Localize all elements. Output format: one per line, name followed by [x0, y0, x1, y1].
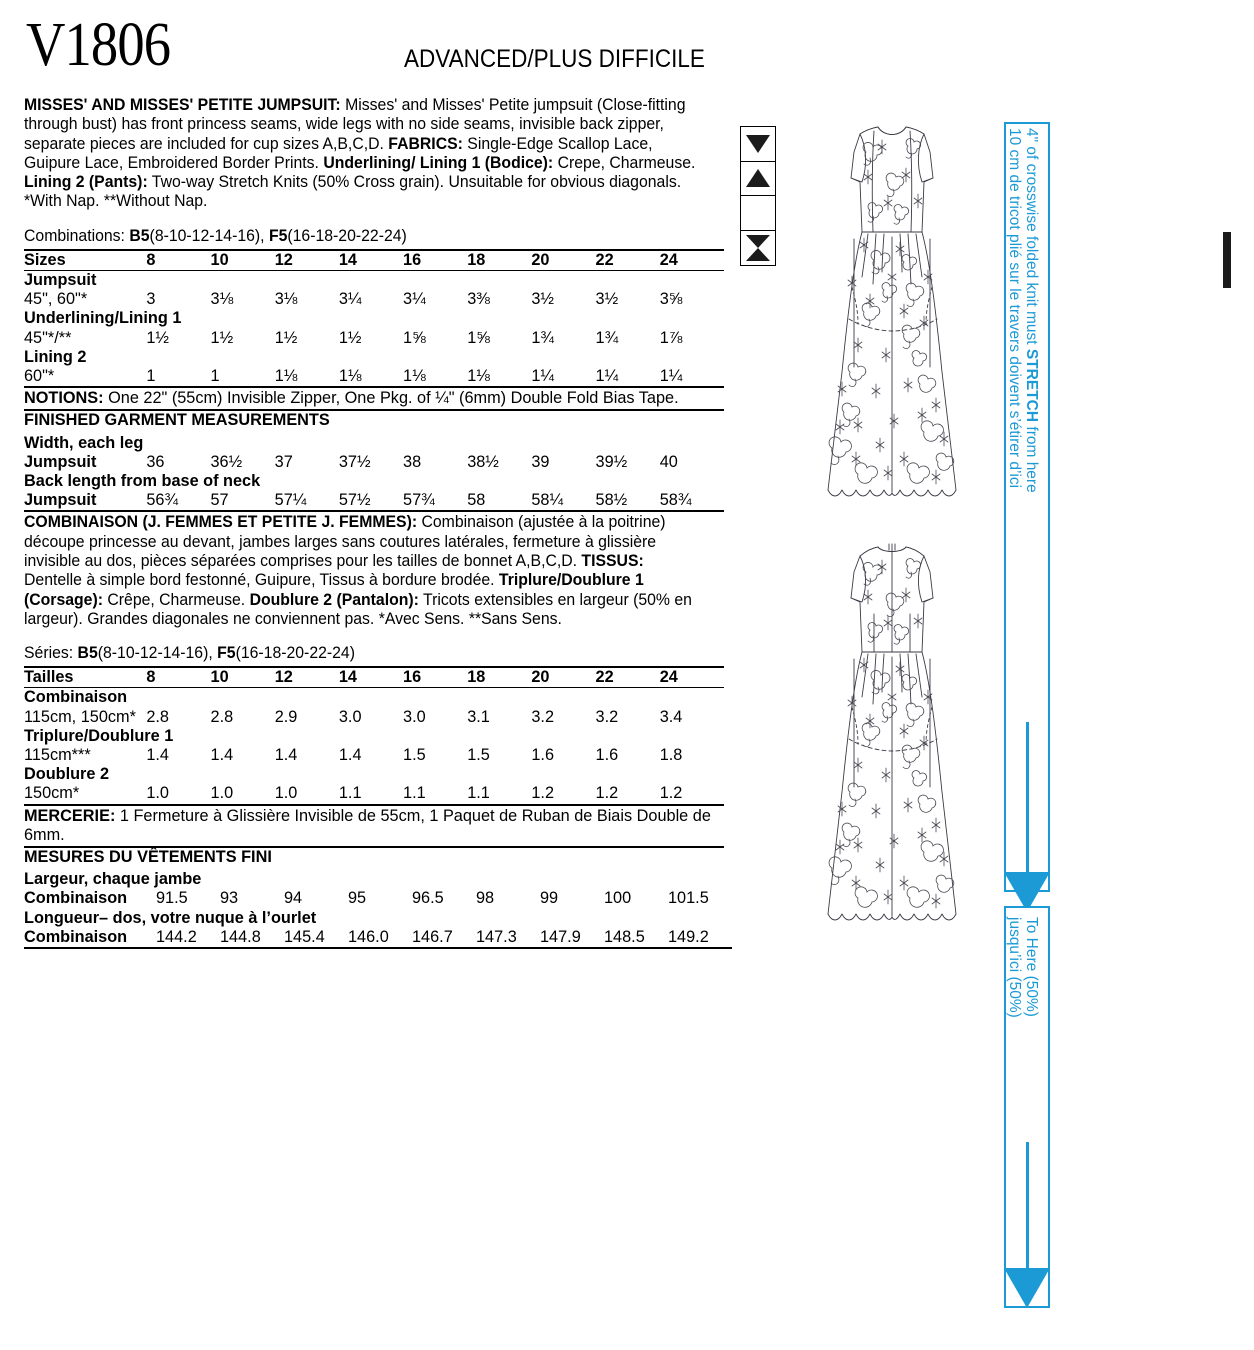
fgm-value-cell: 147.3: [476, 928, 540, 948]
table-value-cell: 1½: [274, 328, 298, 347]
fgm-group-row: [24, 909, 732, 928]
size-header-cell: 16: [403, 250, 467, 271]
table-value-cell: 3⅛: [274, 290, 298, 309]
size-header-cell: 24: [660, 250, 724, 271]
fgm-value-cell: 40: [659, 452, 678, 471]
fgm-value-cell: 57¾: [403, 491, 467, 511]
size-header-cell: 20: [531, 667, 595, 688]
size-header-cell: 24: [660, 667, 724, 688]
table-group-label: Combinaison: [24, 688, 128, 707]
fgm-value-cell: 57¼: [275, 491, 339, 511]
fgm-value-cell: 57½: [339, 491, 403, 511]
size-header-cell: 12: [275, 250, 339, 271]
stretch-gauge-upper-shaft: [1026, 722, 1029, 882]
table-value-cell: 1⅛: [403, 367, 467, 387]
table-value-cell: 3¼: [338, 290, 362, 309]
fgm-value-cell: 58¾: [660, 491, 724, 511]
table-value-cell: 1¾: [531, 328, 555, 347]
table-value-cell: 1.4: [338, 746, 362, 765]
stretch-gauge-bottom-label-en: To Here (50%): [1023, 917, 1040, 1017]
fgm-value-cell: 100: [604, 889, 632, 908]
table-value-cell: 2.8: [210, 707, 234, 726]
english-fgm-table: [24, 434, 724, 513]
english-fgm-title: FINISHED GARMENT MEASUREMENTS: [24, 411, 330, 430]
fgm-value-cell: 58¼: [531, 491, 595, 511]
garment-illustrations: [792, 112, 992, 942]
key-cell-triangle-up: [741, 162, 775, 197]
table-header-row: [24, 667, 724, 688]
fgm-value-cell: 95: [348, 889, 367, 908]
fgm-row-label: Jumpsuit: [24, 452, 97, 471]
table-value-cell: 1.6: [531, 746, 555, 765]
table-value-cell: 1⅞: [659, 328, 683, 347]
key-cell-triangle-down: [741, 127, 775, 162]
table-value-cell: 1⅛: [467, 367, 531, 387]
french-fgm-table: [24, 870, 732, 949]
french-description: COMBINAISON (J. FEMMES ET PETITE J. FEMMES): Combinaison (ajustée à la poitrine) découpe princesse au devant, jambes larges sans coutures latérales, fermeture à glissière invisible au dos, pièces séparées comprises pour les tailles de bonnet A,B,C,D. TISSUS: Dentelle à simple bord festonné, Guipure, Tissus à bordure brodée. Triplure/Doublure 1 (Corsage): Crêpe, Charmeuse. Doublure 2 (Pantalon): Tricots extensibles en largeur (50% en largeur). Grandes diagonales ne conviennent pas. *Avec Sens. **Sans Sens.: [24, 513, 692, 628]
table-value-cell: 2.8: [146, 707, 169, 726]
table-value-cell: 1⅝: [403, 328, 426, 347]
table-row: [24, 290, 724, 309]
table-value-cell: 2.9: [274, 707, 298, 726]
table-value-cell: 1¾: [595, 328, 619, 347]
table-group-label: Lining 2: [24, 347, 87, 366]
fgm-value-cell: 38½: [467, 452, 499, 471]
layout-symbol-key: [740, 126, 776, 266]
crop-mark: [1223, 232, 1231, 288]
size-header-cell: 16: [403, 667, 467, 688]
table-value-cell: 1⅝: [467, 328, 490, 347]
french-notions: MERCERIE: 1 Fermeture à Glissière Invisible de 55cm, 1 Paquet de Ruban de Biais Double de 6mm.: [24, 806, 724, 848]
fgm-value-cell: 37½: [338, 452, 371, 471]
fgm-value-cell: 99: [540, 889, 559, 908]
table-group-row: [24, 688, 724, 708]
size-header-cell: 8: [146, 250, 210, 271]
table-value-cell: 1½: [146, 328, 169, 347]
fgm-value-cell: 58: [467, 491, 531, 511]
fgm-row: [24, 928, 732, 948]
table-value-cell: 1: [146, 367, 210, 387]
table-row-label: 150cm*: [24, 784, 146, 804]
table-value-cell: 1.1: [339, 784, 403, 804]
size-header-cell: 20: [531, 250, 595, 271]
stretch-gauge-bottom-label-fr: jusqu’ici (50%): [1006, 917, 1023, 1018]
fgm-value-cell: 98: [476, 889, 495, 908]
triangle-down-icon: [746, 135, 770, 153]
table-value-cell: 3.2: [531, 707, 555, 726]
fgm-value-cell: 144.8: [220, 928, 284, 948]
table-value-cell: 3⅜: [467, 290, 490, 309]
table-value-cell: 1½: [210, 328, 234, 347]
fgm-value-cell: 148.5: [604, 928, 668, 948]
table-value-cell: 1.2: [660, 784, 724, 804]
fgm-group-row: [24, 434, 724, 453]
size-header-cell: 8: [146, 667, 210, 688]
fgm-value-cell: 56¾: [146, 491, 210, 511]
table-row: [24, 329, 724, 348]
table-value-cell: 3⅝: [659, 290, 683, 309]
size-header-cell: 14: [339, 667, 403, 688]
table-row: [24, 708, 724, 727]
fgm-value-cell: 39½: [595, 452, 628, 471]
table-value-cell: 1.4: [274, 746, 298, 765]
table-group-row: [24, 727, 724, 746]
table-value-cell: 1.5: [403, 746, 426, 765]
table-value-cell: 3¼: [403, 290, 426, 309]
stretch-gauge: [1004, 122, 1050, 1308]
table-value-cell: 3½: [595, 290, 619, 309]
fgm-group-row: [24, 472, 724, 491]
table-value-cell: 1¼: [596, 367, 660, 387]
triangle-up-icon: [746, 169, 770, 187]
table-value-cell: 1.5: [467, 746, 490, 765]
jumpsuit-front-view: [792, 112, 992, 512]
page-title: V1806: [26, 11, 171, 79]
table-row-label: 115cm, 150cm*: [24, 707, 136, 726]
fgm-value-cell: 144.2: [156, 928, 220, 948]
fgm-value-cell: 101.5: [668, 889, 709, 908]
fgm-value-cell: 36: [146, 452, 165, 471]
fgm-value-cell: 145.4: [284, 928, 348, 948]
fgm-group-label: Width, each leg: [24, 433, 144, 452]
fgm-row: [24, 453, 724, 472]
table-value-cell: 3.0: [338, 707, 362, 726]
table-value-cell: 1.1: [467, 784, 531, 804]
content-column: [24, 96, 724, 949]
table-value-cell: 3: [146, 290, 156, 309]
table-value-cell: 3.2: [595, 707, 619, 726]
table-value-cell: 3.4: [659, 707, 683, 726]
french-yardage-table: [24, 666, 724, 805]
table-group-label: Doublure 2: [24, 765, 110, 784]
table-value-cell: 1.0: [211, 784, 275, 804]
size-header-cell: 18: [467, 250, 531, 271]
table-group-row: [24, 348, 724, 367]
size-header-label: Sizes: [24, 250, 146, 271]
fgm-group-label: Largeur, chaque jambe: [24, 870, 202, 889]
size-header-cell: 10: [211, 250, 275, 271]
fgm-row: [24, 889, 732, 908]
fgm-value-cell: 147.9: [540, 928, 604, 948]
difficulty-label: ADVANCED/PLUS DIFFICILE: [404, 45, 705, 73]
table-row: [24, 746, 724, 765]
table-group-row: [24, 765, 724, 784]
fgm-group-label: Back length from base of neck: [24, 472, 261, 491]
fgm-value-cell: 36½: [210, 452, 243, 471]
fgm-value-cell: 93: [220, 889, 239, 908]
table-value-cell: 1.8: [659, 746, 683, 765]
fgm-value-cell: 58½: [596, 491, 660, 511]
stretch-gauge-lower-shaft: [1026, 1142, 1029, 1288]
table-value-cell: 3.0: [403, 707, 426, 726]
english-fgm-body: [24, 434, 724, 512]
fgm-value-cell: 96.5: [412, 889, 444, 908]
fgm-value-cell: 146.0: [348, 928, 412, 948]
fgm-value-cell: 91.5: [156, 889, 188, 908]
table-row-label: 60"*: [24, 367, 146, 387]
table-value-cell: 1.0: [275, 784, 339, 804]
english-table-body: [24, 250, 724, 387]
table-value-cell: 3.1: [467, 707, 490, 726]
table-row-label: 45"*/**: [24, 328, 72, 347]
size-header-label: Tailles: [24, 667, 146, 688]
table-group-row: [24, 309, 724, 328]
table-value-cell: 1⅛: [275, 367, 339, 387]
size-header-cell: 18: [467, 667, 531, 688]
table-value-cell: 1½: [338, 328, 362, 347]
table-row-label: 45", 60"*: [24, 290, 88, 309]
table-group-row: [24, 270, 724, 290]
size-header-cell: 22: [596, 667, 660, 688]
fgm-row-label: Jumpsuit: [24, 491, 146, 511]
size-header-cell: 22: [596, 250, 660, 271]
table-value-cell: 1⅛: [339, 367, 403, 387]
french-table-body: [24, 667, 724, 804]
table-header-row: [24, 250, 724, 271]
table-value-cell: 1.4: [210, 746, 234, 765]
hourglass-icon: [746, 235, 770, 261]
english-yardage-table: [24, 249, 724, 388]
jumpsuit-back-view: [792, 526, 992, 936]
english-description: MISSES' AND MISSES' PETITE JUMPSUIT: Misses' and Misses' Petite jumpsuit (Close-fitting through bust) has front princess seams, wide legs with no side seams, invisible back zipper, separate pieces are included for cup sizes A,B,C,D. FABRICS: Single-Edge Scallop Lace, Guipure Lace, Embroidered Border Prints. Underlining/ Lining 1 (Bodice): Crepe, Charmeuse. Lining 2 (Pants): Two-way Stretch Knits (50% Cross grain). Unsuitable for obvious diagonals. *With Nap. **Without Nap.: [24, 96, 696, 211]
french-combinations: Séries: B5(8-10-12-14-16), F5(16-18-20-22-24): [24, 644, 355, 663]
table-group-label: Jumpsuit: [24, 270, 97, 289]
table-group-label: Triplure/Doublure 1: [24, 726, 174, 745]
table-group-label: Underlining/Lining 1: [24, 309, 182, 328]
table-value-cell: 3½: [531, 290, 555, 309]
fgm-value-cell: 146.7: [412, 928, 476, 948]
fgm-value-cell: 38: [403, 452, 422, 471]
table-value-cell: 1.2: [531, 784, 595, 804]
fgm-value-cell: 37: [274, 452, 293, 471]
table-value-cell: 1.0: [146, 784, 210, 804]
table-value-cell: 1.1: [403, 784, 467, 804]
fgm-row: [24, 491, 724, 511]
table-value-cell: 1: [211, 367, 275, 387]
table-value-cell: 3⅛: [210, 290, 234, 309]
size-header-cell: 12: [275, 667, 339, 688]
key-cell-blank: [741, 196, 775, 231]
fgm-value-cell: 94: [284, 889, 303, 908]
fgm-row-label: Combinaison: [24, 889, 128, 908]
english-notions: NOTIONS: One 22" (55cm) Invisible Zipper, One Pkg. of ¼" (6mm) Double Fold Bias Tape.: [24, 388, 724, 411]
stretch-gauge-top-label-fr: 10 cm de tricot plié sur le travers doivent s’étirer d’ici: [1006, 128, 1023, 489]
stretch-gauge-top-label-en: 4" of crosswise folded knit must STRETCH from here: [1023, 128, 1040, 493]
fgm-value-cell: 149.2: [668, 928, 732, 948]
french-fgm-title: MESURES DU VÊTEMENTS FINI: [24, 848, 272, 867]
table-row: [24, 367, 724, 387]
table-row: [24, 784, 724, 804]
fgm-group-row: [24, 870, 732, 889]
fgm-value-cell: 57: [211, 491, 275, 511]
table-value-cell: 1.2: [596, 784, 660, 804]
fgm-value-cell: 39: [531, 452, 550, 471]
table-row-label: 115cm***: [24, 746, 91, 765]
table-value-cell: 1.6: [595, 746, 619, 765]
size-header-cell: 14: [339, 250, 403, 271]
size-header-cell: 10: [211, 667, 275, 688]
table-value-cell: 1¼: [660, 367, 724, 387]
fgm-group-label: Longueur– dos, votre nuque à l’ourlet: [24, 908, 317, 927]
french-fgm-body: [24, 870, 732, 948]
fgm-row-label: Combinaison: [24, 928, 156, 948]
table-value-cell: 1¼: [531, 367, 595, 387]
table-value-cell: 1.4: [146, 746, 169, 765]
english-combinations: Combinations: B5(8-10-12-14-16), F5(16-18-20-22-24): [24, 226, 407, 245]
stretch-gauge-lower-arrow: [1004, 1268, 1050, 1308]
key-cell-hourglass: [741, 231, 775, 266]
